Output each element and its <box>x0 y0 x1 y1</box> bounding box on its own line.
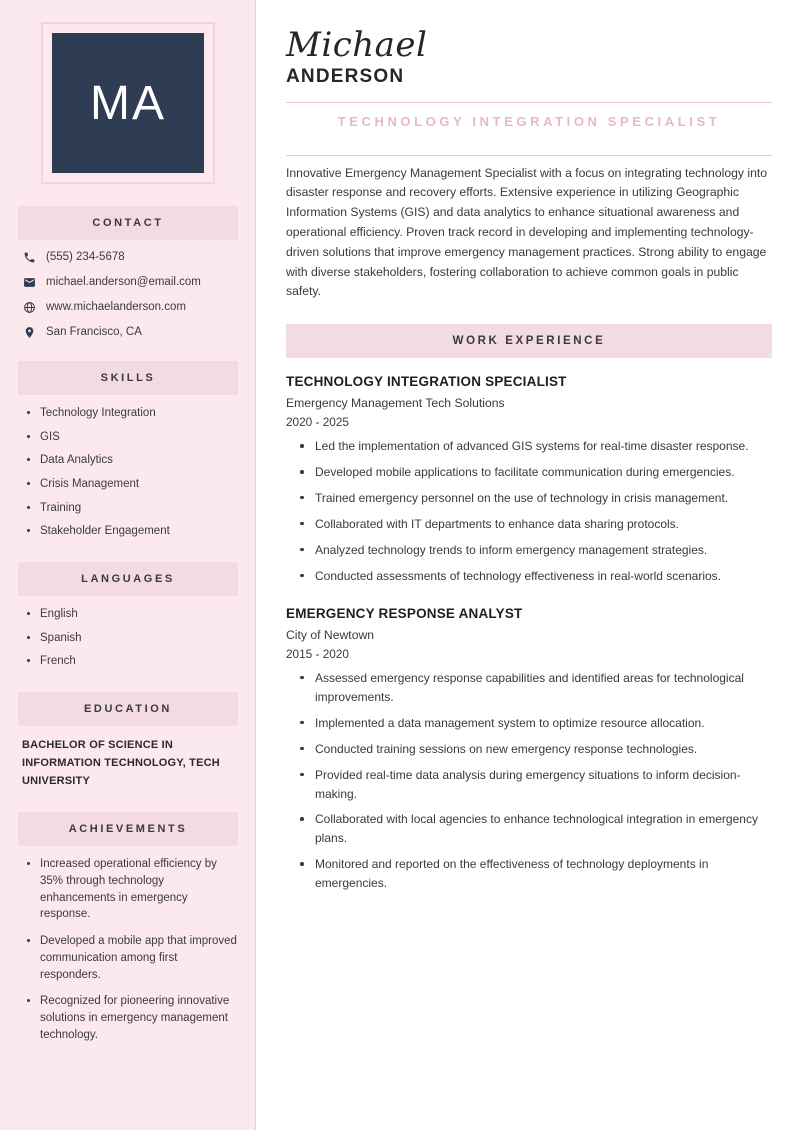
list-item: Monitored and reported on the effectiveness of technology deployments in emergencies. <box>300 855 772 893</box>
list-item: Developed a mobile app that improved communication among first responders. <box>26 933 238 983</box>
list-item: Provided real-time data analysis during emergency situations to inform decision-making. <box>300 766 772 804</box>
list-item: Recognized for pioneering innovative solutions in emergency management technology. <box>26 993 238 1043</box>
contact-email-value: michael.anderson@email.com <box>46 276 201 288</box>
list-item: Analyzed technology trends to inform emergency management strategies. <box>300 541 772 560</box>
contact-section-title: CONTACT <box>18 206 238 240</box>
job-bullet-list <box>300 437 772 586</box>
experience-entry <box>286 606 772 894</box>
location-pin-icon <box>22 325 36 339</box>
last-name: ANDERSON <box>286 65 405 87</box>
list-item: Trained emergency personnel on the use of technology in crisis management. <box>300 489 772 508</box>
envelope-icon <box>22 275 36 289</box>
list-item: Assessed emergency response capabilities and identified areas for technological improvements. <box>300 669 772 707</box>
education-entry: BACHELOR OF SCIENCE IN INFORMATION TECHNOLOGY, TECH UNIVERSITY <box>22 739 220 788</box>
contact-item-phone <box>22 250 238 264</box>
list-item: Training <box>26 500 238 517</box>
list-item: Collaborated with IT departments to enhance data sharing protocols. <box>300 515 772 534</box>
list-item: Crisis Management <box>26 476 238 493</box>
list-item: Collaborated with local agencies to enhance technological integration in emergency plans. <box>300 810 772 848</box>
list-item: Technology Integration <box>26 405 238 422</box>
job-role: EMERGENCY RESPONSE ANALYST <box>286 605 523 621</box>
achievements-section-title: ACHIEVEMENTS <box>18 812 238 846</box>
job-company: Emergency Management Tech Solutions <box>286 396 505 411</box>
phone-icon <box>22 250 36 264</box>
sidebar <box>0 0 256 1130</box>
list-item: Spanish <box>26 630 238 647</box>
contact-item-email <box>22 275 238 289</box>
avatar-frame <box>41 22 215 184</box>
contact-list <box>22 250 238 339</box>
list-item: Conducted training sessions on new emergency response technologies. <box>300 740 772 759</box>
contact-phone-value: (555) 234-5678 <box>46 251 125 263</box>
list-item: English <box>26 606 238 623</box>
list-item: Increased operational efficiency by 35% through technology enhancements in emergency response. <box>26 856 238 923</box>
divider-bottom <box>286 155 772 156</box>
job-company: City of Newtown <box>286 627 375 642</box>
list-item: Conducted assessments of technology effectiveness in real-world scenarios. <box>300 567 772 586</box>
languages-section-title: LANGUAGES <box>18 562 238 596</box>
languages-list <box>26 606 238 670</box>
work-experience-section-title: WORK EXPERIENCE <box>286 324 772 358</box>
achievements-list <box>26 856 238 1043</box>
contact-item-website <box>22 300 238 314</box>
experience-entry <box>286 374 772 586</box>
list-item: GIS <box>26 429 238 446</box>
list-item: Led the implementation of advanced GIS systems for real-time disaster response. <box>300 437 772 456</box>
list-item: Implemented a data management system to optimize resource allocation. <box>300 714 772 733</box>
education-section-title: EDUCATION <box>18 692 238 726</box>
list-item: Stakeholder Engagement <box>26 523 238 540</box>
list-item: Data Analytics <box>26 452 238 469</box>
name-block <box>286 25 772 88</box>
contact-item-location <box>22 325 238 339</box>
main-content <box>256 0 800 1130</box>
job-dates: 2015 - 2020 <box>286 646 349 661</box>
contact-location-value: San Francisco, CA <box>46 326 142 338</box>
list-item: Developed mobile applications to facilitate communication during emergencies. <box>300 463 772 482</box>
page-title: TECHNOLOGY INTEGRATION SPECIALIST <box>337 113 721 129</box>
profile-summary: Innovative Emergency Management Specialist with a focus on integrating technology into disaster response and recovery efforts. Extensive experience in utilizing Geographic Information Systems (GIS) and data analytics to enhance situational awareness and operational efficiency. Proven track record in developing and implementing technology-driven solutions that improve emergency management practices. Strong ability to engage with diverse stakeholders, fostering collaboration to achieve common goals in public safety. <box>286 165 768 299</box>
skills-section-title: SKILLS <box>18 361 238 395</box>
first-name: Michael <box>286 25 428 65</box>
job-role: TECHNOLOGY INTEGRATION SPECIALIST <box>286 374 567 390</box>
globe-icon <box>22 300 36 314</box>
job-bullet-list <box>300 669 772 894</box>
skills-list <box>26 405 238 540</box>
job-dates: 2020 - 2025 <box>286 415 349 430</box>
avatar <box>52 33 204 173</box>
avatar-initials: MA <box>90 76 166 130</box>
list-item: French <box>26 653 238 670</box>
contact-website-value: www.michaelanderson.com <box>46 301 186 313</box>
